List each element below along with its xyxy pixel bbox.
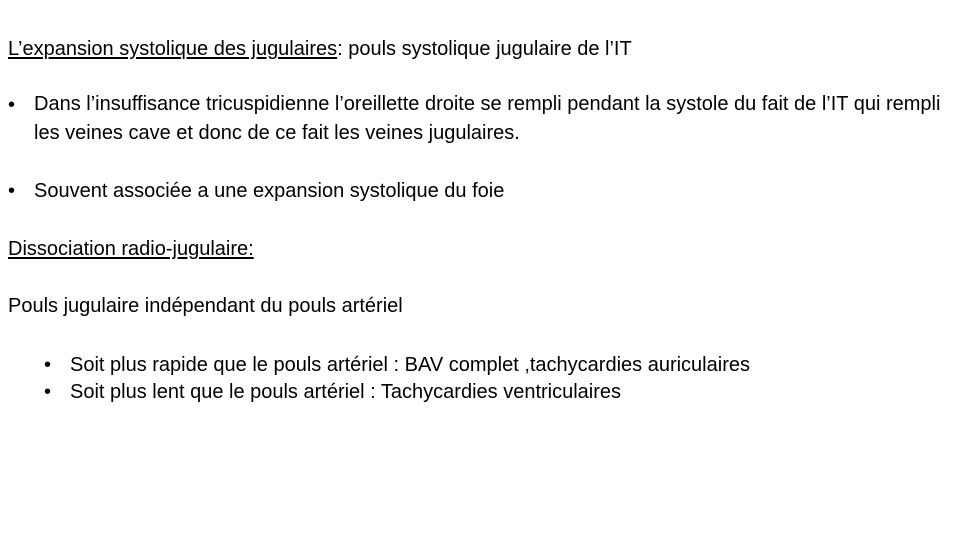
section1-heading-rest: : pouls systolique jugulaire de l’IT: [337, 38, 632, 60]
bullet-symbol: •: [44, 381, 52, 403]
section2-bullet-2: Soit plus lent que le pouls artériel : Tachycardies ventriculaires: [70, 381, 622, 403]
section1-bullet-2: Souvent associée a une expansion systolique du foie: [34, 180, 505, 202]
bullet-symbol: •: [8, 180, 16, 202]
bullet-symbol: •: [44, 354, 52, 376]
section1-bullet-1: Dans l’insuffisance tricuspidienne l’oreillette droite se rempli pendant la systole du fait de l’IT qui rempli les veines cave et donc de ce fait les veines jugulaires.: [34, 93, 941, 144]
section2-heading: Dissociation radio-jugulaire:: [8, 238, 254, 260]
section1-heading-underlined: L’expansion systolique des jugulaires: [8, 38, 338, 60]
section1-heading: [8, 36, 632, 62]
section2-intro: Pouls jugulaire indépendant du pouls artériel: [8, 295, 403, 317]
section2-bullet-1: Soit plus rapide que le pouls artériel : BAV complet ,tachycardies auriculaires: [70, 354, 750, 376]
bullet-symbol: •: [8, 94, 16, 116]
